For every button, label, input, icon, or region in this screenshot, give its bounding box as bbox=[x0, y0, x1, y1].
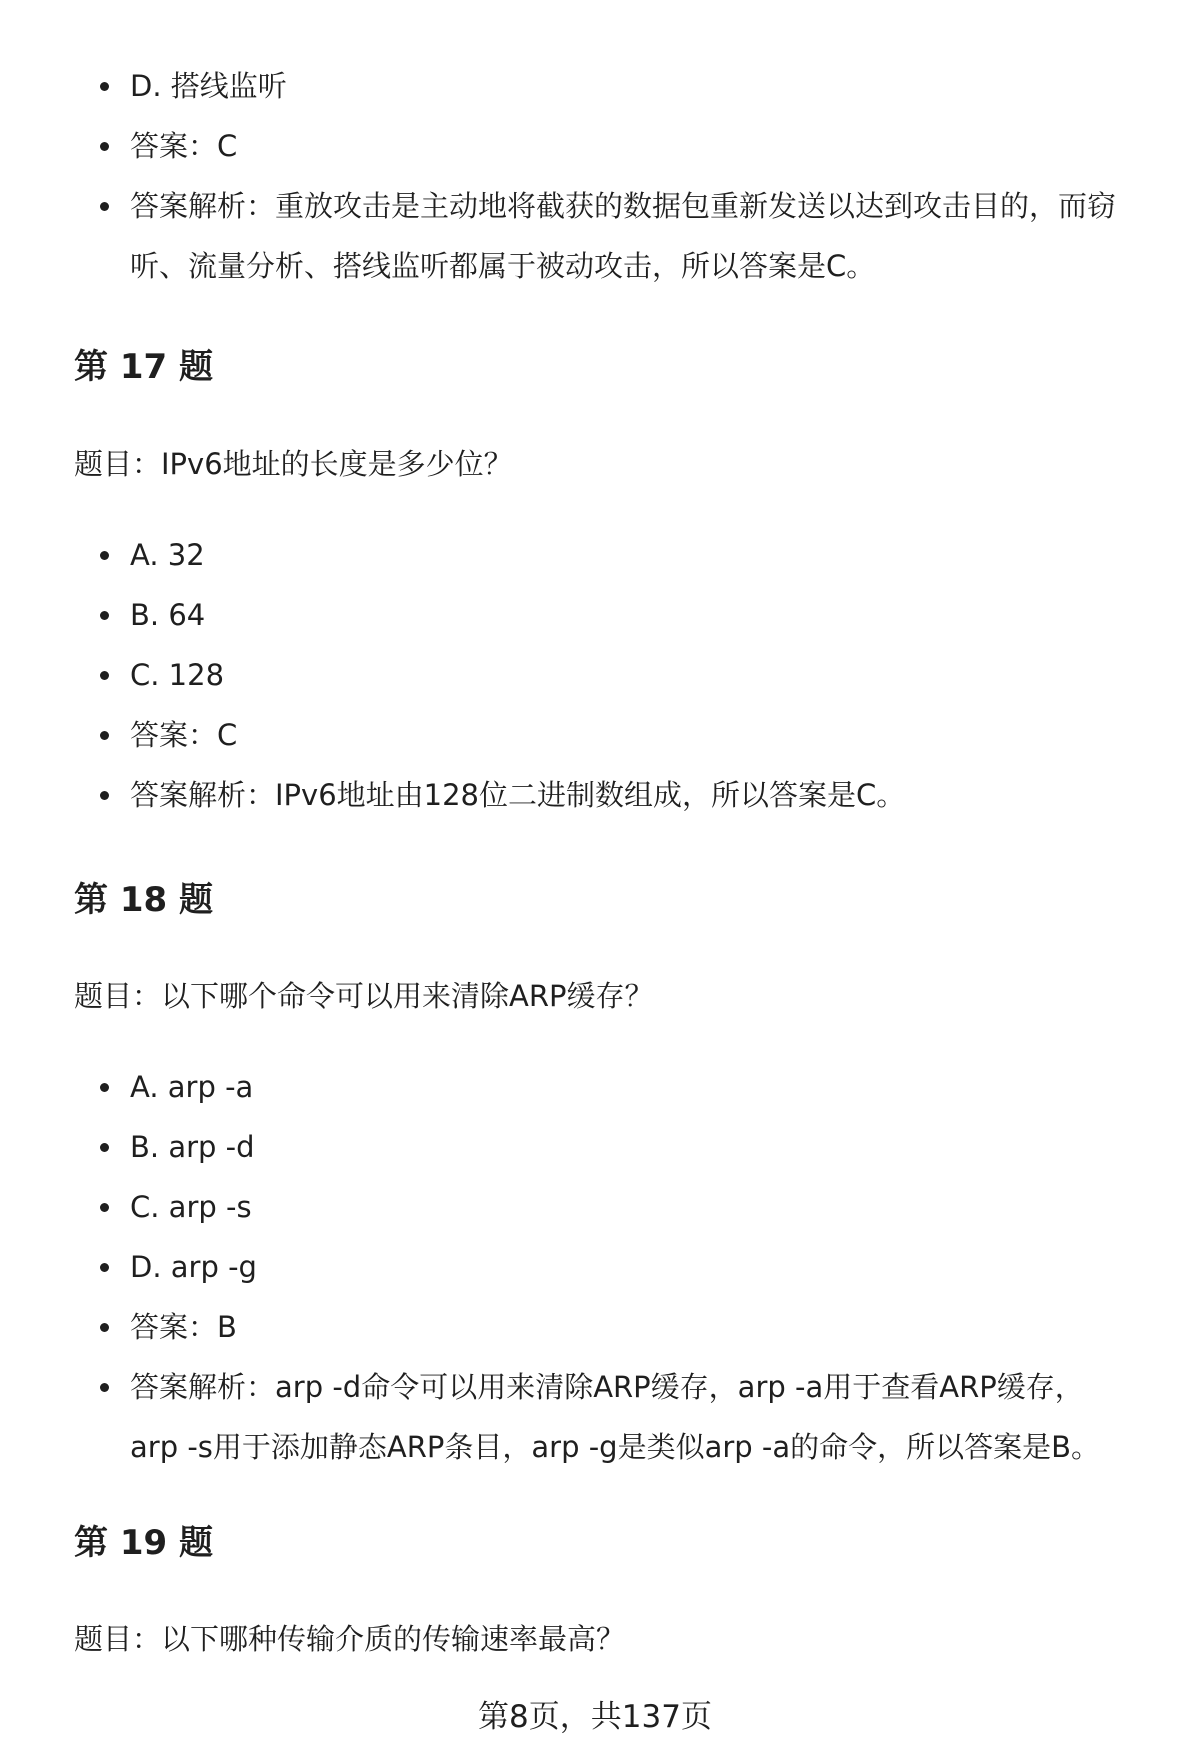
question-heading-18: 第 18 题 bbox=[74, 880, 213, 920]
option-c: C. 128 bbox=[130, 658, 225, 692]
bullet-icon bbox=[100, 671, 109, 680]
bullet-icon bbox=[100, 1203, 109, 1212]
bullet-icon bbox=[100, 82, 109, 91]
bullet-icon bbox=[100, 791, 109, 800]
option-b: B. 64 bbox=[130, 598, 206, 632]
list-item bbox=[0, 56, 1190, 116]
list-item bbox=[0, 645, 1190, 705]
question-heading-17: 第 17 题 bbox=[74, 347, 213, 387]
bullet-icon bbox=[100, 1083, 109, 1092]
list-item bbox=[0, 1297, 1190, 1357]
explanation: 答案解析：IPv6地址由128位二进制数组成，所以答案是C。 bbox=[130, 778, 906, 812]
q17-list bbox=[0, 525, 1190, 825]
list-item bbox=[0, 1237, 1190, 1297]
bullet-icon bbox=[100, 1383, 109, 1392]
list-item bbox=[0, 525, 1190, 585]
page-footer: 第8页，共137页 bbox=[478, 1699, 712, 1735]
question-text-18: 题目：以下哪个命令可以用来清除ARP缓存？ bbox=[74, 979, 654, 1013]
list-item bbox=[0, 765, 1190, 825]
answer: 答案：B bbox=[130, 1310, 237, 1344]
answer: 答案：C bbox=[130, 718, 238, 752]
question-heading-19: 第 19 题 bbox=[74, 1523, 213, 1563]
list-item bbox=[0, 705, 1190, 765]
list-item bbox=[0, 176, 1190, 296]
q16-list bbox=[0, 56, 1190, 296]
list-item bbox=[0, 1117, 1190, 1177]
explanation: 答案解析：arp -d命令可以用来清除ARP缓存，arp -a用于查看ARP缓存，arp -s用于添加静态ARP条目，arp -g是类似arp -a的命令，所以答案是B。 bbox=[130, 1370, 1101, 1464]
bullet-icon bbox=[100, 142, 109, 151]
q18-list bbox=[0, 1057, 1190, 1477]
bullet-icon bbox=[100, 1263, 109, 1272]
bullet-icon bbox=[100, 202, 109, 211]
list-item bbox=[0, 1177, 1190, 1237]
option-d: D. arp -g bbox=[130, 1250, 257, 1284]
explanation: 答案解析：重放攻击是主动地将截获的数据包重新发送以达到攻击目的，而窃听、流量分析、搭线监听都属于被动攻击，所以答案是C。 bbox=[130, 189, 1117, 283]
bullet-icon bbox=[100, 611, 109, 620]
option-c: C. arp -s bbox=[130, 1190, 252, 1224]
bullet-icon bbox=[100, 551, 109, 560]
list-item bbox=[0, 585, 1190, 645]
option-d: D. 搭线监听 bbox=[130, 69, 287, 103]
list-item bbox=[0, 1357, 1190, 1477]
option-a: A. arp -a bbox=[130, 1070, 254, 1104]
question-text-17: 题目：IPv6地址的长度是多少位？ bbox=[74, 447, 513, 481]
option-b: B. arp -d bbox=[130, 1130, 255, 1164]
option-a: A. 32 bbox=[130, 538, 205, 572]
question-text-19: 题目：以下哪种传输介质的传输速率最高？ bbox=[74, 1622, 626, 1656]
answer: 答案：C bbox=[130, 129, 238, 163]
list-item bbox=[0, 1057, 1190, 1117]
list-item bbox=[0, 116, 1190, 176]
bullet-icon bbox=[100, 1143, 109, 1152]
bullet-icon bbox=[100, 731, 109, 740]
bullet-icon bbox=[100, 1323, 109, 1332]
